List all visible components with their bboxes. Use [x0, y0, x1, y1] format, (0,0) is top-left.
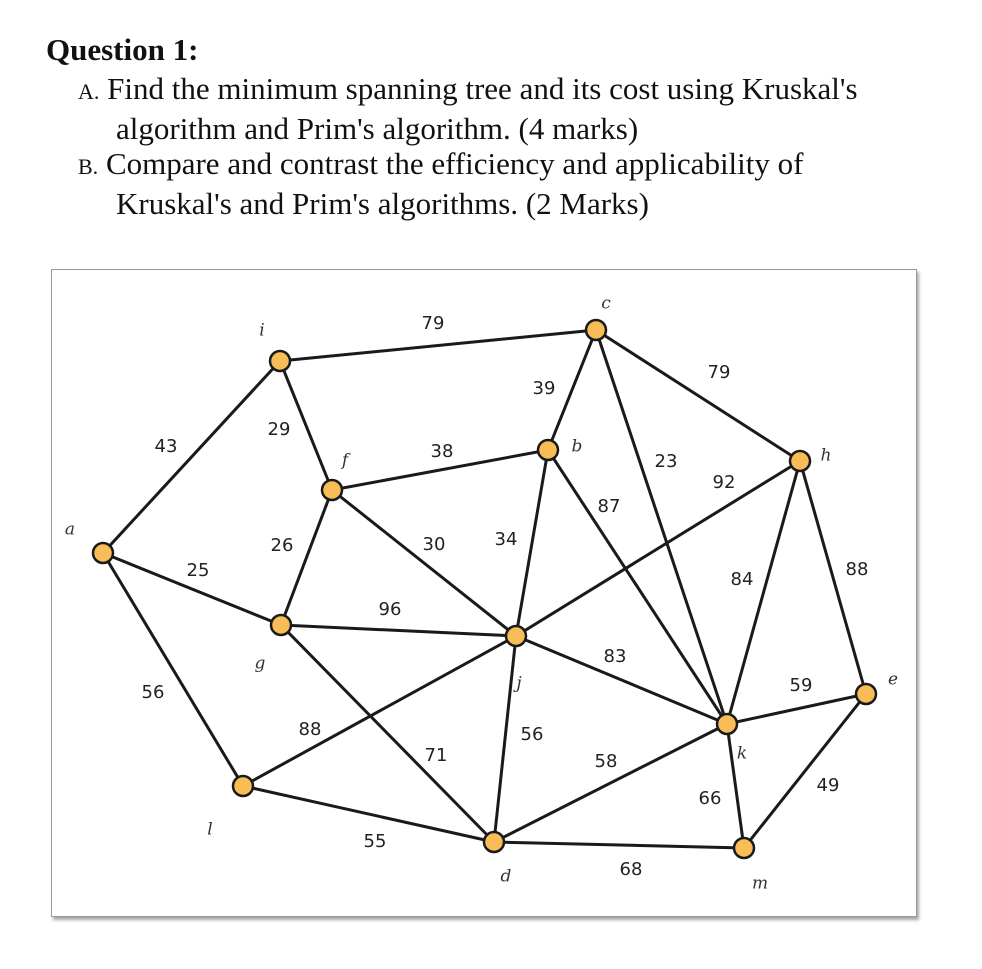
- vertex-c: [586, 320, 606, 340]
- vertex-label-e: e: [887, 669, 899, 690]
- vertex-i: [270, 351, 290, 371]
- edge-d-m: [494, 842, 744, 848]
- part-b-marker: B.: [78, 154, 99, 179]
- edge-weight-c-b: 39: [532, 378, 556, 399]
- question-title: Question 1:: [46, 32, 199, 67]
- edge-weight-a-i: 43: [154, 436, 178, 457]
- edge-j-d: [494, 636, 516, 842]
- vertex-label-h: h: [820, 445, 832, 466]
- edge-g-j: [281, 625, 516, 636]
- edge-weight-m-e: 49: [816, 775, 840, 796]
- edge-a-i: [103, 361, 280, 553]
- edge-weight-i-c: 79: [421, 313, 445, 334]
- edge-i-c: [280, 330, 596, 361]
- edge-a-l: [103, 553, 243, 786]
- edge-weight-l-j: 88: [298, 719, 322, 740]
- part-a-line1: Find the minimum spanning tree and its cost using Kruskal's: [107, 71, 858, 106]
- vertex-label-d: d: [500, 866, 512, 887]
- vertex-a: [93, 543, 113, 563]
- edge-weight-b-k: 87: [597, 496, 621, 517]
- edge-weight-f-g: 26: [270, 535, 294, 556]
- part-a-marker: A.: [78, 79, 100, 104]
- part-b-line2: Kruskal's and Prim's algorithms. (2 Marks): [116, 186, 649, 221]
- edge-weight-h-k: 84: [730, 569, 754, 590]
- vertex-l: [233, 776, 253, 796]
- edge-weight-d-k: 58: [594, 751, 618, 772]
- edge-weight-j-h: 92: [712, 472, 736, 493]
- edge-weight-c-h: 79: [707, 362, 731, 383]
- weights-layer: [142, 313, 869, 880]
- vertex-labels-layer: [65, 294, 898, 894]
- vertex-k: [717, 714, 737, 734]
- edge-weight-k-m: 66: [698, 788, 722, 809]
- vertex-label-k: k: [736, 743, 748, 764]
- vertex-b: [538, 440, 558, 460]
- edge-weight-g-d: 71: [424, 745, 448, 766]
- vertex-label-a: a: [64, 519, 76, 540]
- vertex-label-j: j: [516, 673, 522, 694]
- edge-l-j: [243, 636, 516, 786]
- edge-weight-g-j: 96: [378, 599, 402, 620]
- vertex-label-l: l: [207, 819, 213, 840]
- vertex-label-m: m: [751, 873, 769, 894]
- edge-weight-b-j: 34: [494, 529, 518, 550]
- edge-f-g: [281, 490, 332, 625]
- edge-c-h: [596, 330, 800, 461]
- edge-weight-h-e: 88: [845, 559, 869, 580]
- vertex-label-c: c: [601, 293, 611, 314]
- edge-weight-d-m: 68: [619, 859, 643, 880]
- vertex-label-b: b: [571, 436, 583, 457]
- vertex-j: [506, 626, 526, 646]
- edge-f-j: [332, 490, 516, 636]
- edge-weight-a-l: 56: [141, 682, 165, 703]
- vertex-e: [856, 684, 876, 704]
- edge-b-k: [548, 450, 727, 724]
- edge-weight-j-k: 83: [603, 646, 627, 667]
- edge-b-j: [516, 450, 548, 636]
- vertex-m: [734, 838, 754, 858]
- edge-weight-c-k: 23: [654, 451, 678, 472]
- vertex-label-f: f: [341, 450, 349, 471]
- part-b-line1: Compare and contrast the efficiency and applicability of: [105, 146, 804, 181]
- edge-weight-a-g: 25: [186, 560, 210, 581]
- edge-weight-l-d: 55: [363, 831, 387, 852]
- vertex-label-i: i: [259, 320, 265, 341]
- vertex-label-g: g: [254, 653, 266, 674]
- vertex-f: [322, 480, 342, 500]
- vertices-layer: [93, 320, 876, 858]
- edge-weight-i-f: 29: [267, 419, 291, 440]
- edge-weight-f-b: 38: [430, 441, 454, 462]
- part-a-line2: algorithm and Prim's algorithm. (4 marks): [116, 111, 639, 146]
- edge-weight-k-e: 59: [789, 675, 813, 696]
- vertex-h: [790, 451, 810, 471]
- vertex-g: [271, 615, 291, 635]
- edge-weight-f-j: 30: [422, 534, 446, 555]
- vertex-d: [484, 832, 504, 852]
- edge-weight-j-d: 56: [520, 724, 544, 745]
